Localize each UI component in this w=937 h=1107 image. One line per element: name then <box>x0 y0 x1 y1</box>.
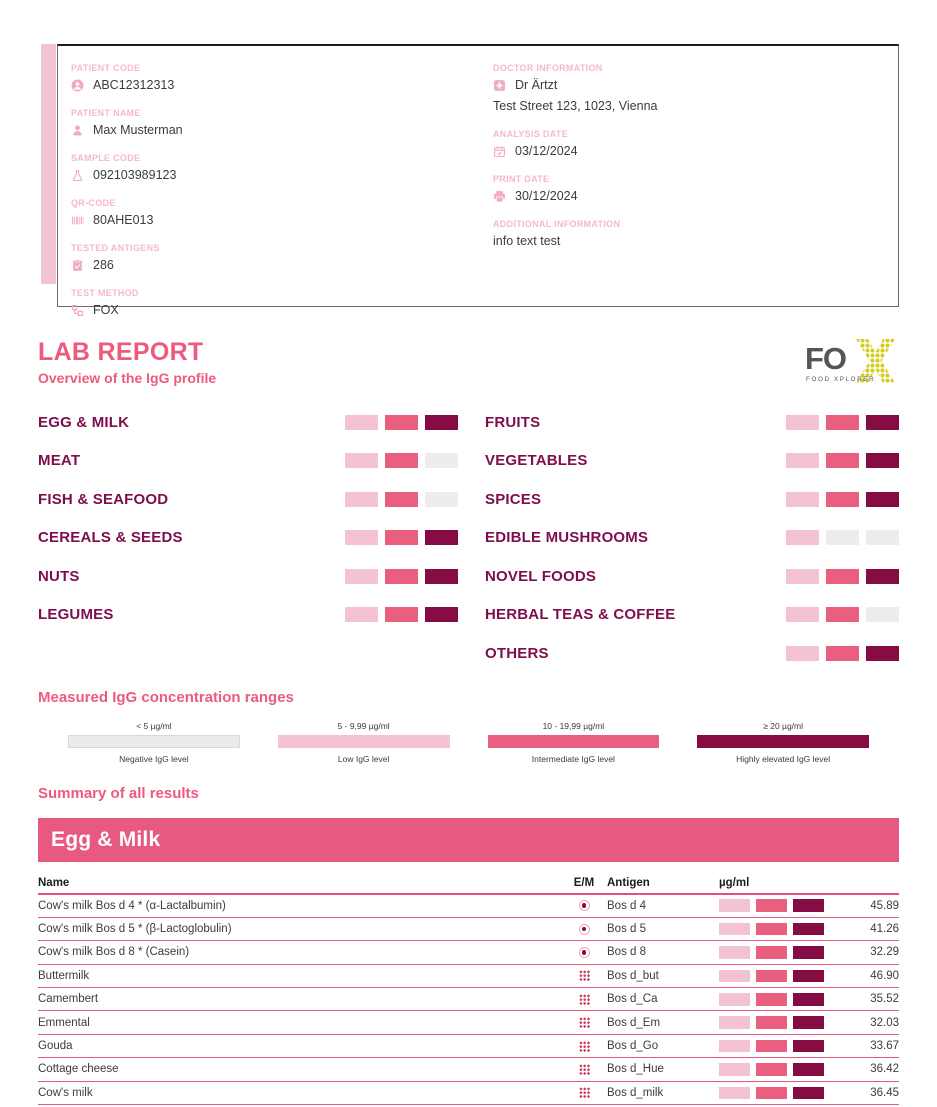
category-label: FISH & SEAFOOD <box>38 490 169 508</box>
ranges-heading: Measured IgG concentration ranges <box>38 688 294 706</box>
molecule-icon <box>579 924 590 935</box>
overview-row <box>485 442 899 481</box>
extract-icon <box>579 1017 590 1028</box>
table-row <box>38 895 899 918</box>
overview-row <box>38 480 458 519</box>
field-test-method <box>71 288 493 317</box>
result-name: Emmental <box>38 1016 90 1029</box>
igg-level-bars <box>719 993 841 1006</box>
legend-range: 10 - 19,99 µg/ml <box>542 720 605 731</box>
field-value: 286 <box>93 258 114 272</box>
card-accent-strip <box>41 44 56 284</box>
table-row <box>38 965 899 988</box>
result-value: 33.67 <box>870 1040 899 1053</box>
field-value: 30/12/2024 <box>515 189 578 203</box>
igg-level-bars <box>719 970 841 983</box>
legend-range: 5 - 9,99 µg/ml <box>337 720 390 731</box>
category-label: SPICES <box>485 490 542 508</box>
printer-icon <box>493 190 506 203</box>
field-label: PATIENT NAME <box>71 108 141 118</box>
result-name: Cow's milk Bos d 4 * (α-Lactalbumin) <box>38 899 226 912</box>
table-row <box>38 918 899 941</box>
overview-row <box>38 557 458 596</box>
category-banner: Egg & Milk <box>38 818 899 862</box>
legend-range: < 5 µg/ml <box>136 720 172 731</box>
result-antigen: Bos d_Em <box>607 1016 661 1029</box>
field-additional-information <box>493 219 898 248</box>
result-name: Gouda <box>38 1040 73 1053</box>
igg-level-bars <box>786 569 899 584</box>
legend-bar <box>278 735 450 748</box>
extract-icon <box>579 1064 590 1075</box>
extract-icon <box>579 1041 590 1052</box>
overview-row <box>485 480 899 519</box>
result-antigen: Bos d 8 <box>607 946 646 959</box>
legend-bar <box>68 735 240 748</box>
report-title-block <box>38 338 216 386</box>
field-value: Dr Ärtzt <box>515 78 558 92</box>
table-row <box>38 1058 899 1081</box>
result-antigen: Bos d_Go <box>607 1040 659 1053</box>
table-row <box>38 1082 899 1105</box>
category-label: CEREALS & SEEDS <box>38 529 183 547</box>
table-row <box>38 941 899 964</box>
field-label: ANALYSIS DATE <box>493 129 568 139</box>
field-value: FOX <box>93 303 119 317</box>
field-tested-antigens <box>71 243 493 272</box>
igg-level-bars <box>345 607 458 622</box>
igg-level-bars <box>719 1040 841 1053</box>
concentration-ranges-section <box>38 689 899 764</box>
molecule-icon <box>579 947 590 958</box>
page-subtitle: Overview of the IgG profile <box>38 370 217 386</box>
field-label: ADDITIONAL INFORMATION <box>493 219 621 229</box>
col-header-antigen: Antigen <box>607 877 650 889</box>
field-label: QR-CODE <box>71 198 116 208</box>
table-row <box>38 988 899 1011</box>
igg-level-bars <box>345 415 458 430</box>
field-value: ABC12312313 <box>93 78 175 92</box>
field-value: 80AHE013 <box>93 213 154 227</box>
legend-range: ≥ 20 µg/ml <box>763 720 804 731</box>
legend-bar <box>697 735 869 748</box>
legend-item-negative <box>68 721 240 764</box>
table-row <box>38 1035 899 1058</box>
category-label: NOVEL FOODS <box>485 567 597 585</box>
category-label: NUTS <box>38 567 80 585</box>
legend-bar <box>488 735 660 748</box>
overview-row <box>485 634 899 673</box>
result-value: 41.26 <box>870 923 899 936</box>
igg-level-bars <box>786 453 899 468</box>
igg-level-bars <box>345 569 458 584</box>
svg-text:FO: FO <box>805 341 847 376</box>
clipboard-check-icon <box>71 259 84 272</box>
result-name: Camembert <box>38 993 99 1006</box>
field-print-date <box>493 174 898 203</box>
result-value: 35.52 <box>870 993 899 1006</box>
flask-icon <box>71 169 84 182</box>
result-value: 36.45 <box>870 1086 899 1099</box>
field-label: TESTED ANTIGENS <box>71 243 160 253</box>
overview-row <box>485 403 899 442</box>
overview-row <box>38 519 458 558</box>
field-value: info text test <box>493 234 561 248</box>
extract-icon <box>579 1087 590 1098</box>
field-label: TEST METHOD <box>71 288 139 298</box>
legend-label: Low IgG level <box>337 753 390 764</box>
field-value: Max Musterman <box>93 123 183 137</box>
fox-logo <box>805 338 899 390</box>
result-value: 46.90 <box>870 969 899 982</box>
legend-label: Highly elevated IgG level <box>736 753 831 764</box>
igg-level-bars <box>786 492 899 507</box>
result-antigen: Bos d_Ca <box>607 993 658 1006</box>
person-circle-icon <box>71 79 84 92</box>
field-value: 092103989123 <box>93 168 177 182</box>
result-value: 32.29 <box>870 946 899 959</box>
igg-level-bars <box>719 946 841 959</box>
igg-level-bars <box>719 1016 841 1029</box>
patient-card-right-column <box>493 63 898 333</box>
igg-level-bars <box>719 1087 841 1100</box>
field-patient-code <box>71 63 493 92</box>
legend-item-low <box>278 721 450 764</box>
igg-level-bars <box>786 530 899 545</box>
category-label: LEGUMES <box>38 606 114 624</box>
igg-level-bars <box>345 453 458 468</box>
igg-profile-overview <box>38 403 899 673</box>
category-label: VEGETABLES <box>485 452 588 470</box>
patient-card-left-column <box>71 63 493 333</box>
result-name: Cow's milk Bos d 8 * (Casein) <box>38 946 190 959</box>
category-label: FRUITS <box>485 413 541 431</box>
col-header-name: Name <box>38 877 70 889</box>
igg-level-bars <box>345 492 458 507</box>
field-qr-code <box>71 198 493 227</box>
igg-level-bars <box>786 415 899 430</box>
category-label: EGG & MILK <box>38 413 130 431</box>
result-value: 32.03 <box>870 1016 899 1029</box>
result-antigen: Bos d 4 <box>607 899 646 912</box>
col-header-em: E/M <box>573 877 595 889</box>
table-row <box>38 1011 899 1034</box>
svg-text:FOOD XPLORER: FOOD XPLORER <box>806 376 876 383</box>
category-label: EDIBLE MUSHROOMS <box>485 529 649 547</box>
molecule-icon <box>579 900 590 911</box>
medical-cross-icon <box>493 79 506 92</box>
field-label: PATIENT CODE <box>71 63 141 73</box>
legend-item-intermediate <box>488 721 660 764</box>
extract-icon <box>579 970 590 981</box>
category-label: OTHERS <box>485 644 549 662</box>
result-antigen: Bos d_Hue <box>607 1063 664 1076</box>
barcode-icon <box>71 214 84 227</box>
results-table <box>38 874 899 1106</box>
overview-row <box>485 557 899 596</box>
category-label: MEAT <box>38 452 81 470</box>
result-name: Cow's milk Bos d 5 * (β-Lactoglobulin) <box>38 923 232 936</box>
overview-row <box>485 596 899 635</box>
overview-row <box>485 519 899 558</box>
field-patient-name <box>71 108 493 137</box>
igg-level-bars <box>786 607 899 622</box>
doctor-address: Test Street 123, 1023, Vienna <box>493 99 658 113</box>
result-name: Cow's milk <box>38 1086 93 1099</box>
field-value: 03/12/2024 <box>515 144 578 158</box>
legend-label: Negative IgG level <box>119 753 189 764</box>
overview-row <box>38 596 458 635</box>
field-label: DOCTOR INFORMATION <box>493 63 603 73</box>
field-sample-code <box>71 153 493 182</box>
calendar-check-icon <box>493 145 506 158</box>
igg-level-bars <box>719 1063 841 1076</box>
legend-label: Intermediate IgG level <box>531 753 615 764</box>
patient-info-card <box>57 44 899 317</box>
field-doctor-information <box>493 63 898 113</box>
overview-row <box>38 442 458 481</box>
legend-item-elevated <box>697 721 869 764</box>
result-name: Buttermilk <box>38 969 90 982</box>
category-label: HERBAL TEAS & COFFEE <box>485 606 676 624</box>
result-name: Cottage cheese <box>38 1063 119 1076</box>
page-title: LAB REPORT <box>38 338 204 366</box>
table-header <box>38 874 899 895</box>
summary-heading: Summary of all results <box>38 784 199 802</box>
igg-level-bars <box>719 923 841 936</box>
result-antigen: Bos d_milk <box>607 1086 664 1099</box>
igg-level-bars <box>786 646 899 661</box>
result-value: 45.89 <box>870 899 899 912</box>
field-label: SAMPLE CODE <box>71 153 141 163</box>
extract-icon <box>579 994 590 1005</box>
field-analysis-date <box>493 129 898 158</box>
result-antigen: Bos d 5 <box>607 923 646 936</box>
igg-level-bars <box>345 530 458 545</box>
person-icon <box>71 124 84 137</box>
workflow-icon <box>71 304 84 317</box>
field-label: PRINT DATE <box>493 174 550 184</box>
result-antigen: Bos d_but <box>607 969 659 982</box>
overview-row <box>38 403 458 442</box>
result-value: 36.42 <box>870 1063 899 1076</box>
igg-level-bars <box>719 899 841 912</box>
col-header-ugml: µg/ml <box>719 877 750 889</box>
